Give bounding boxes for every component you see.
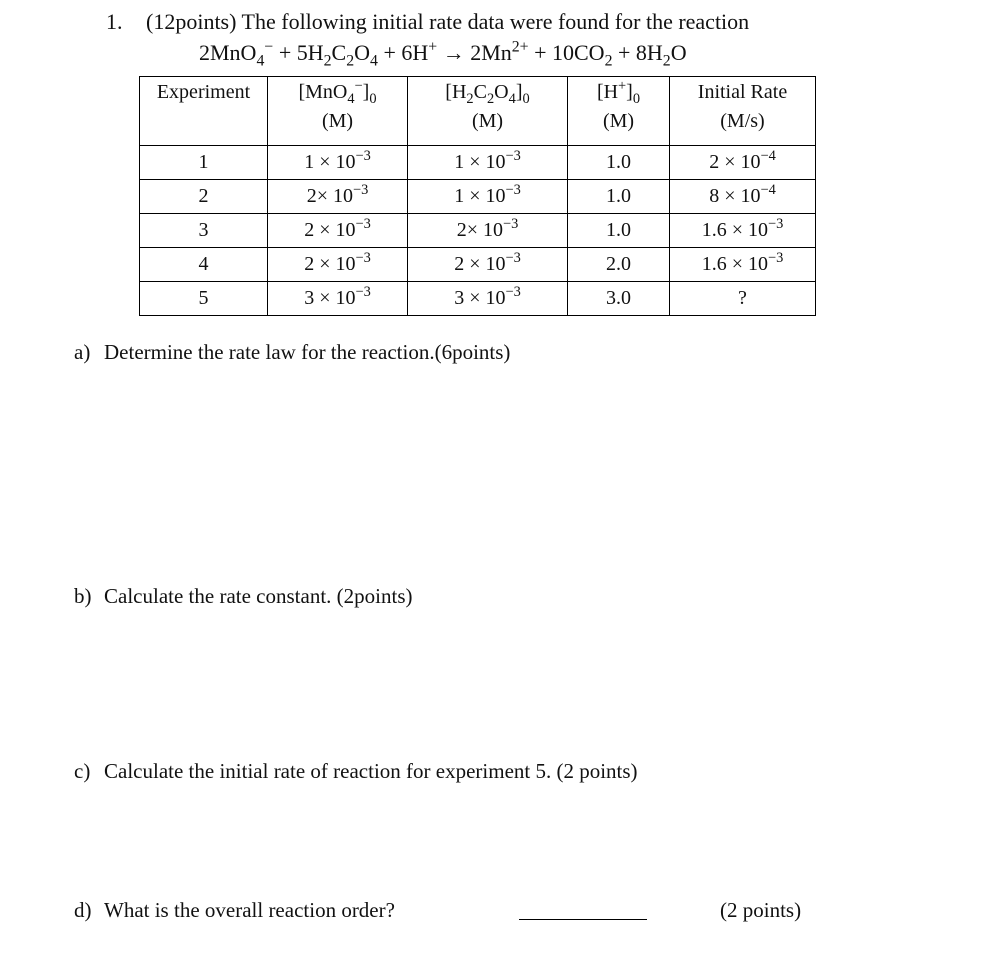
header-permanganate: $[MnO_4^-]_0$ (M) (268, 77, 408, 146)
cell-experiment: 4 (140, 248, 268, 282)
cell-oxalic-acid: $1 \times 10^{-3}$ (408, 180, 568, 214)
table-row (140, 146, 816, 180)
cell-oxalic-acid: $2 \times 10^{-3}$ (408, 248, 568, 282)
cell-oxalic-acid: $2\times 10^{-3}$ (408, 214, 568, 248)
part-c-label: c) (74, 759, 91, 783)
cell-permanganate: $1 \times 10^{-3}$ (268, 146, 408, 180)
cell-experiment: 3 (140, 214, 268, 248)
part-d-points: (2 points) (720, 898, 802, 922)
part-c-question (74, 759, 638, 784)
table-row (140, 282, 816, 316)
part-b-question (74, 584, 412, 609)
cell-proton: 2.0 (568, 248, 670, 282)
part-c-text: Calculate the initial rate of reaction for experiment 5. (2 points) (104, 759, 638, 783)
cell-initial-rate: $1.6 \times 10^{-3}$ (670, 214, 816, 248)
reactant-oxalic-acid: + $5H_2C_2O_4$ (273, 40, 378, 70)
product-carbon-dioxide: + $10CO_2$ (528, 40, 613, 70)
table-row (140, 214, 816, 248)
header-initial-rate: Initial Rate (M/s) (670, 77, 816, 146)
part-d-text: What is the overall reaction order? (104, 898, 395, 922)
cell-oxalic-acid: $1 \times 10^{-3}$ (408, 146, 568, 180)
product-water: + $8H_2O$ (612, 40, 687, 70)
header-experiment: Experiment (140, 77, 268, 146)
cell-initial-rate: $8 \times 10^{-4}$ (670, 180, 816, 214)
cell-proton: 1.0 (568, 180, 670, 214)
reactant-permanganate: 2MnO$_4$− (199, 38, 274, 70)
question-number: 1. (106, 9, 123, 34)
table-header-row (140, 77, 816, 146)
cell-permanganate: $2\times 10^{-3}$ (268, 180, 408, 214)
part-b-label: b) (74, 584, 92, 608)
cell-permanganate: $2 \times 10^{-3}$ (268, 248, 408, 282)
table-row (140, 180, 816, 214)
question-intro: (12points) The following initial rate data were found for the reaction (146, 9, 750, 34)
answer-blank-line[interactable] (519, 919, 647, 920)
product-manganese: $2Mn^{2+}$ (470, 38, 529, 65)
rate-data-table (139, 76, 816, 316)
reactant-proton: + 6H+ (377, 38, 438, 65)
part-a-text: Determine the rate law for the reaction.(6points) (104, 340, 511, 364)
cell-oxalic-acid: $3 \times 10^{-3}$ (408, 282, 568, 316)
part-d-question (74, 898, 395, 923)
part-a-label: a) (74, 340, 91, 364)
cell-proton: 1.0 (568, 146, 670, 180)
cell-permanganate: $2 \times 10^{-3}$ (268, 214, 408, 248)
part-a-question (74, 340, 510, 365)
cell-initial-rate: $2 \times 10^{-4}$ (670, 146, 816, 180)
cell-experiment: 1 (140, 146, 268, 180)
cell-proton: 3.0 (568, 282, 670, 316)
cell-initial-rate: $1.6 \times 10^{-3}$ (670, 248, 816, 282)
cell-experiment: 5 (140, 282, 268, 316)
part-d-label: d) (74, 898, 92, 922)
header-oxalic-acid: $[H_2C_2O_4]_0$ (M) (408, 77, 568, 146)
table-row (140, 248, 816, 282)
reaction-equation (199, 38, 687, 70)
cell-permanganate: $3 \times 10^{-3}$ (268, 282, 408, 316)
header-proton: $[H^+]_0$ (M) (568, 77, 670, 146)
reaction-arrow: → (437, 40, 471, 65)
cell-experiment: 2 (140, 180, 268, 214)
part-b-text: Calculate the rate constant. (2points) (104, 584, 413, 608)
cell-initial-rate: ? (670, 282, 816, 316)
cell-proton: 1.0 (568, 214, 670, 248)
